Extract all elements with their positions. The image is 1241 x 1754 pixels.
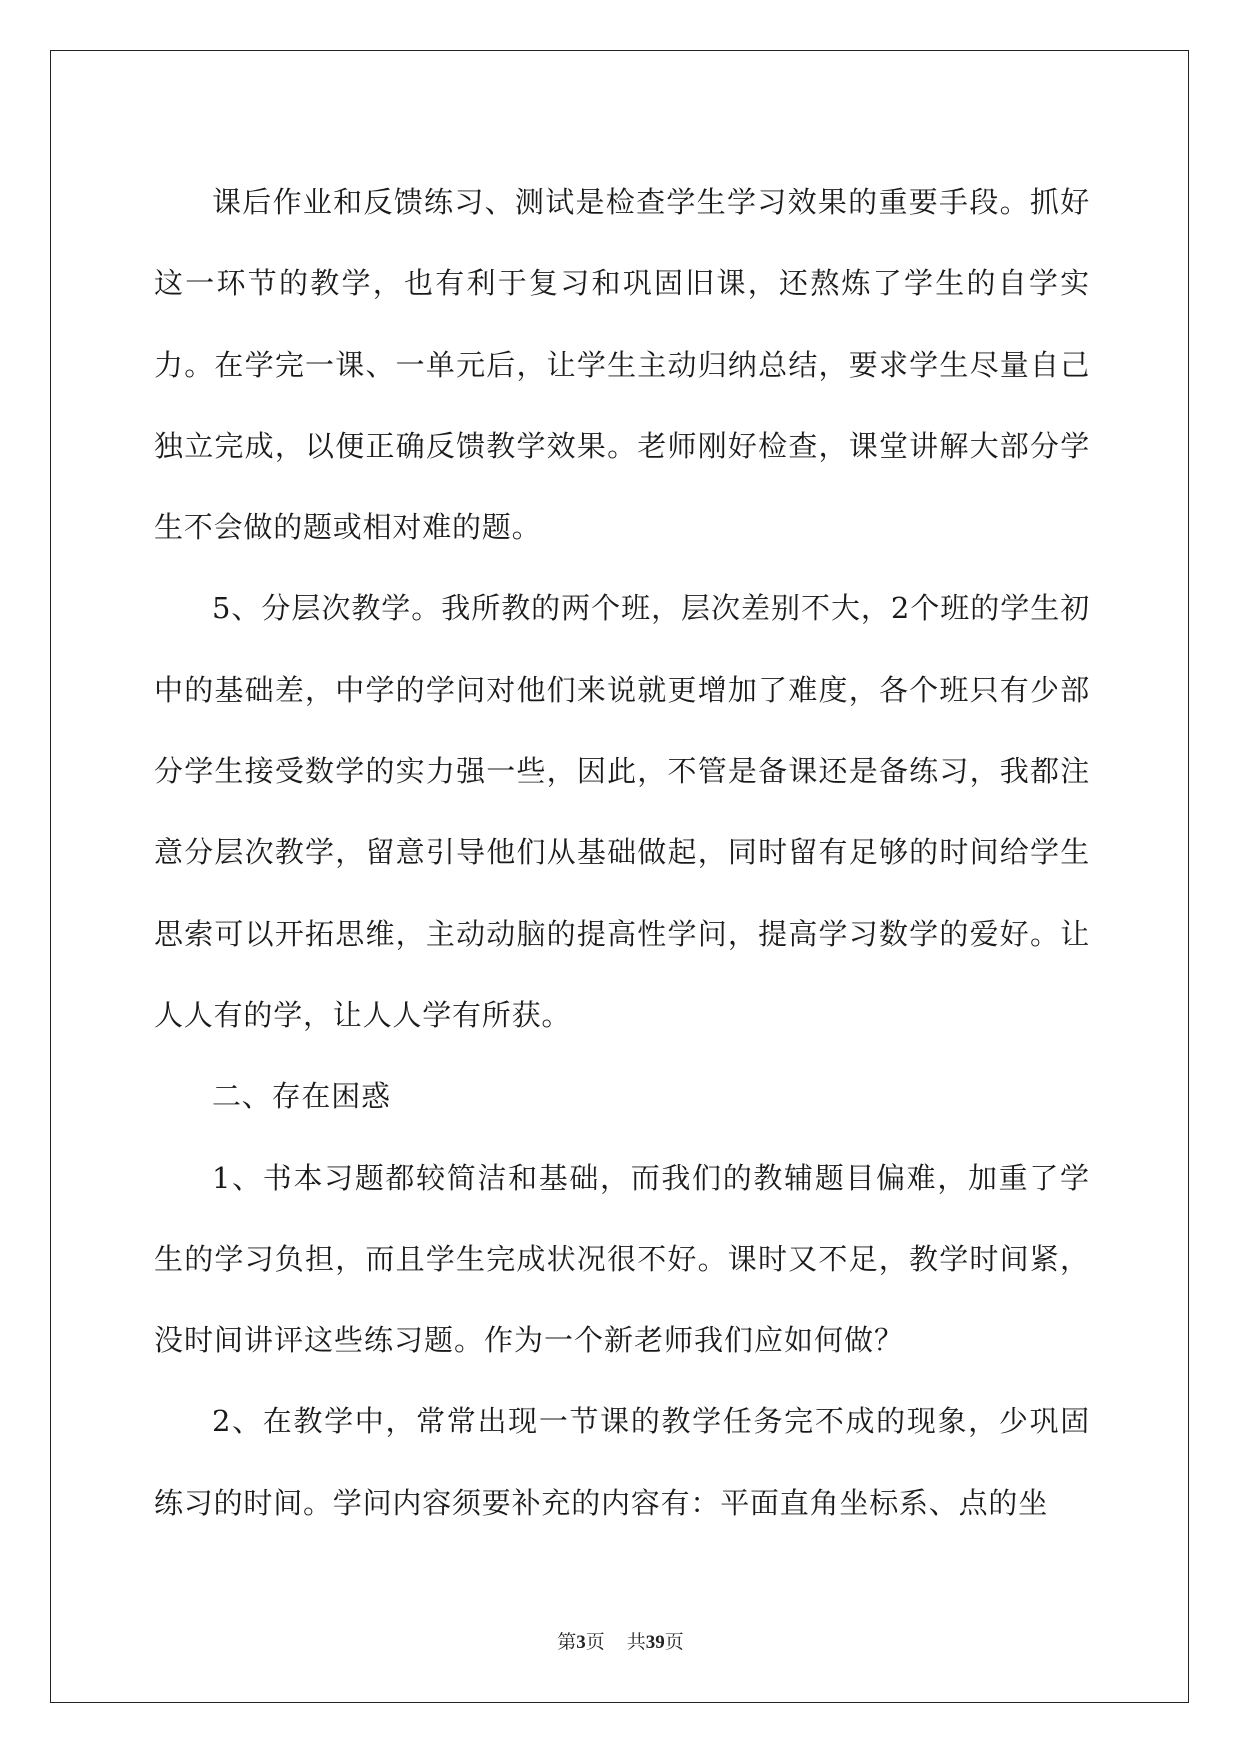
- page-number: 3: [576, 1632, 586, 1653]
- page-suffix: 页: [585, 1631, 605, 1653]
- paragraph-confusion-1: 1、书本习题都较简洁和基础，而我们的教辅题目偏难，加重了学生的学习负担，而且学生完成状况很不好。课时又不足，教学时间紧，没时间讲评这些练习题。作为一个新老师我们应如何做？: [154, 1160, 1090, 1358]
- total-pages: 39: [645, 1632, 665, 1653]
- total-suffix: 页: [664, 1631, 684, 1653]
- page-prefix: 第: [557, 1631, 577, 1653]
- total-prefix: 共: [626, 1631, 646, 1653]
- paragraph-confusion-2: 2、在教学中，常常出现一节课的教学任务完不成的现象，少巩固练习的时间。学问内容须要补充的内容有：平面直角坐标系、点的坐: [154, 1404, 1090, 1520]
- document-body: [154, 162, 1090, 1544]
- paragraph-layered-teaching: 5、分层次教学。我所教的两个班，层次差别不大，2个班的学生初中的基础差，中学的学问对他们来说就更增加了难度，各个班只有少部分学生接受数学的实力强一些，因此，不管是备课还是备练习，我都注意分层次教学，留意引导他们从基础做起，同时留有足够的时间给学生思索可以开拓思维，主动动脑的提高性学问，提高学习数学的爱好。让人人有的学，让人人学有所获。: [154, 591, 1090, 1032]
- section-heading-confusions: 二、存在困惑: [212, 1079, 391, 1114]
- paragraph-homework-feedback: 课后作业和反馈练习、测试是检查学生学习效果的重要手段。抓好这一环节的教学，也有利于复习和巩固旧课，还熬炼了学生的自学实力。在学完一课、一单元后，让学生主动归纳总结，要求学生尽量自己独立完成，以便正确反馈教学效果。老师刚好检查，课堂讲解大部分学生不会做的题或相对难的题。: [154, 185, 1090, 545]
- page-footer: [0, 1630, 1241, 1655]
